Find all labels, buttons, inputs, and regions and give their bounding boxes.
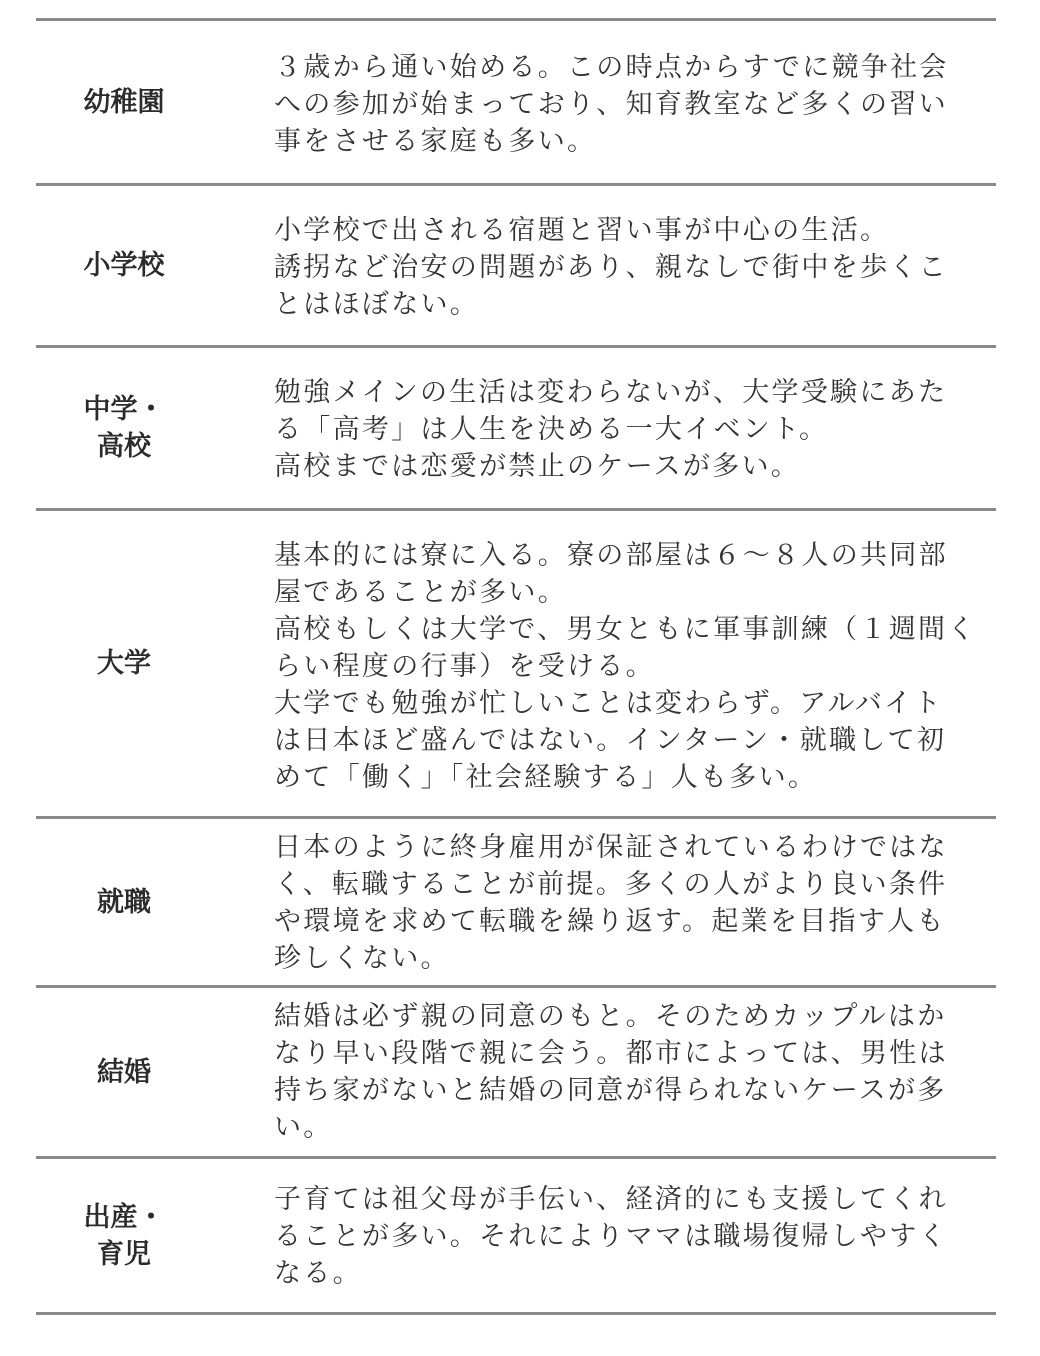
row-description bbox=[274, 1181, 984, 1292]
description-line: 高校もしくは大学で、男女ともに軍事訓練（１週間く bbox=[274, 614, 977, 645]
row-label: 就職 bbox=[97, 886, 151, 918]
table-row-childbirth-childcare bbox=[36, 1156, 996, 1315]
description-line: 誘拐など治安の問題があり、親なしで街中を歩くこ bbox=[274, 252, 948, 283]
description-line: は日本ほど盛んではない。インターン・就職して初 bbox=[274, 725, 947, 756]
row-label: 結婚 bbox=[97, 1056, 151, 1088]
description-line: や環境を求めて転職を繰り返す。起業を目指す人も bbox=[274, 906, 946, 937]
row-label: 出産・ 育児 bbox=[83, 1201, 165, 1270]
description-line: への参加が始まっており、知育教室など多くの習い bbox=[274, 89, 948, 120]
row-description bbox=[274, 374, 984, 485]
table-row-university bbox=[36, 508, 996, 816]
table-row-junior-senior-high bbox=[36, 345, 996, 508]
row-description bbox=[274, 49, 984, 160]
description-line: ることが多い。それによりママは職場復帰しやすく bbox=[274, 1221, 948, 1252]
row-label: 小学校 bbox=[83, 250, 165, 281]
description-line: とはほぼない。 bbox=[274, 289, 480, 320]
description-line: 珍しくない。 bbox=[274, 943, 450, 974]
description-line: なる。 bbox=[274, 1258, 362, 1289]
description-line: 勉強メインの生活は変わらないが、大学受験にあた bbox=[274, 377, 948, 408]
table-row-kindergarten bbox=[36, 18, 996, 183]
description-line: い。 bbox=[274, 1112, 333, 1143]
description-line: 基本的には寮に入る。寮の部屋は６～８人の共同部 bbox=[274, 540, 948, 571]
row-description bbox=[274, 998, 984, 1146]
description-line: ３歳から通い始める。この時点からすでに競争社会 bbox=[274, 52, 949, 83]
life-stage-table bbox=[36, 18, 996, 1315]
row-label: 大学 bbox=[97, 648, 151, 679]
table-row-elementary bbox=[36, 183, 996, 345]
description-line: 結婚は必ず親の同意のもと。そのためカップルはか bbox=[274, 1001, 947, 1032]
row-label: 中学・ 高校 bbox=[83, 394, 165, 462]
row-description bbox=[274, 212, 984, 323]
description-line: なり早い段階で親に会う。都市によっては、男性は bbox=[274, 1038, 948, 1069]
description-line: 高校までは恋愛が禁止のケースが多い。 bbox=[274, 451, 801, 482]
description-line: めて「働く」「社会経験する」人も多い。 bbox=[274, 762, 818, 793]
description-line: らい程度の行事）を受ける。 bbox=[274, 651, 655, 682]
description-line: 子育ては祖父母が手伝い、経済的にも支援してくれ bbox=[274, 1184, 948, 1215]
row-description bbox=[274, 829, 984, 977]
description-line: 日本のように終身雇用が保証されているわけではな bbox=[274, 832, 948, 863]
description-line: 屋であることが多い。 bbox=[274, 577, 567, 608]
description-line: 事をさせる家庭も多い。 bbox=[274, 126, 597, 157]
description-line: る「高考」は人生を決める一大イベント。 bbox=[274, 414, 829, 445]
description-line: 小学校で出される宿題と習い事が中心の生活。 bbox=[274, 215, 890, 246]
table-row-marriage bbox=[36, 985, 996, 1156]
description-line: 持ち家がないと結婚の同意が得られないケースが多 bbox=[274, 1075, 947, 1106]
row-label: 幼稚園 bbox=[83, 86, 165, 118]
description-line: く、転職することが前提。多くの人がより良い条件 bbox=[274, 869, 948, 900]
description-line: 大学でも勉強が忙しいことは変わらず。アルバイト bbox=[274, 688, 943, 719]
table-row-employment bbox=[36, 816, 996, 985]
row-description bbox=[274, 537, 984, 796]
